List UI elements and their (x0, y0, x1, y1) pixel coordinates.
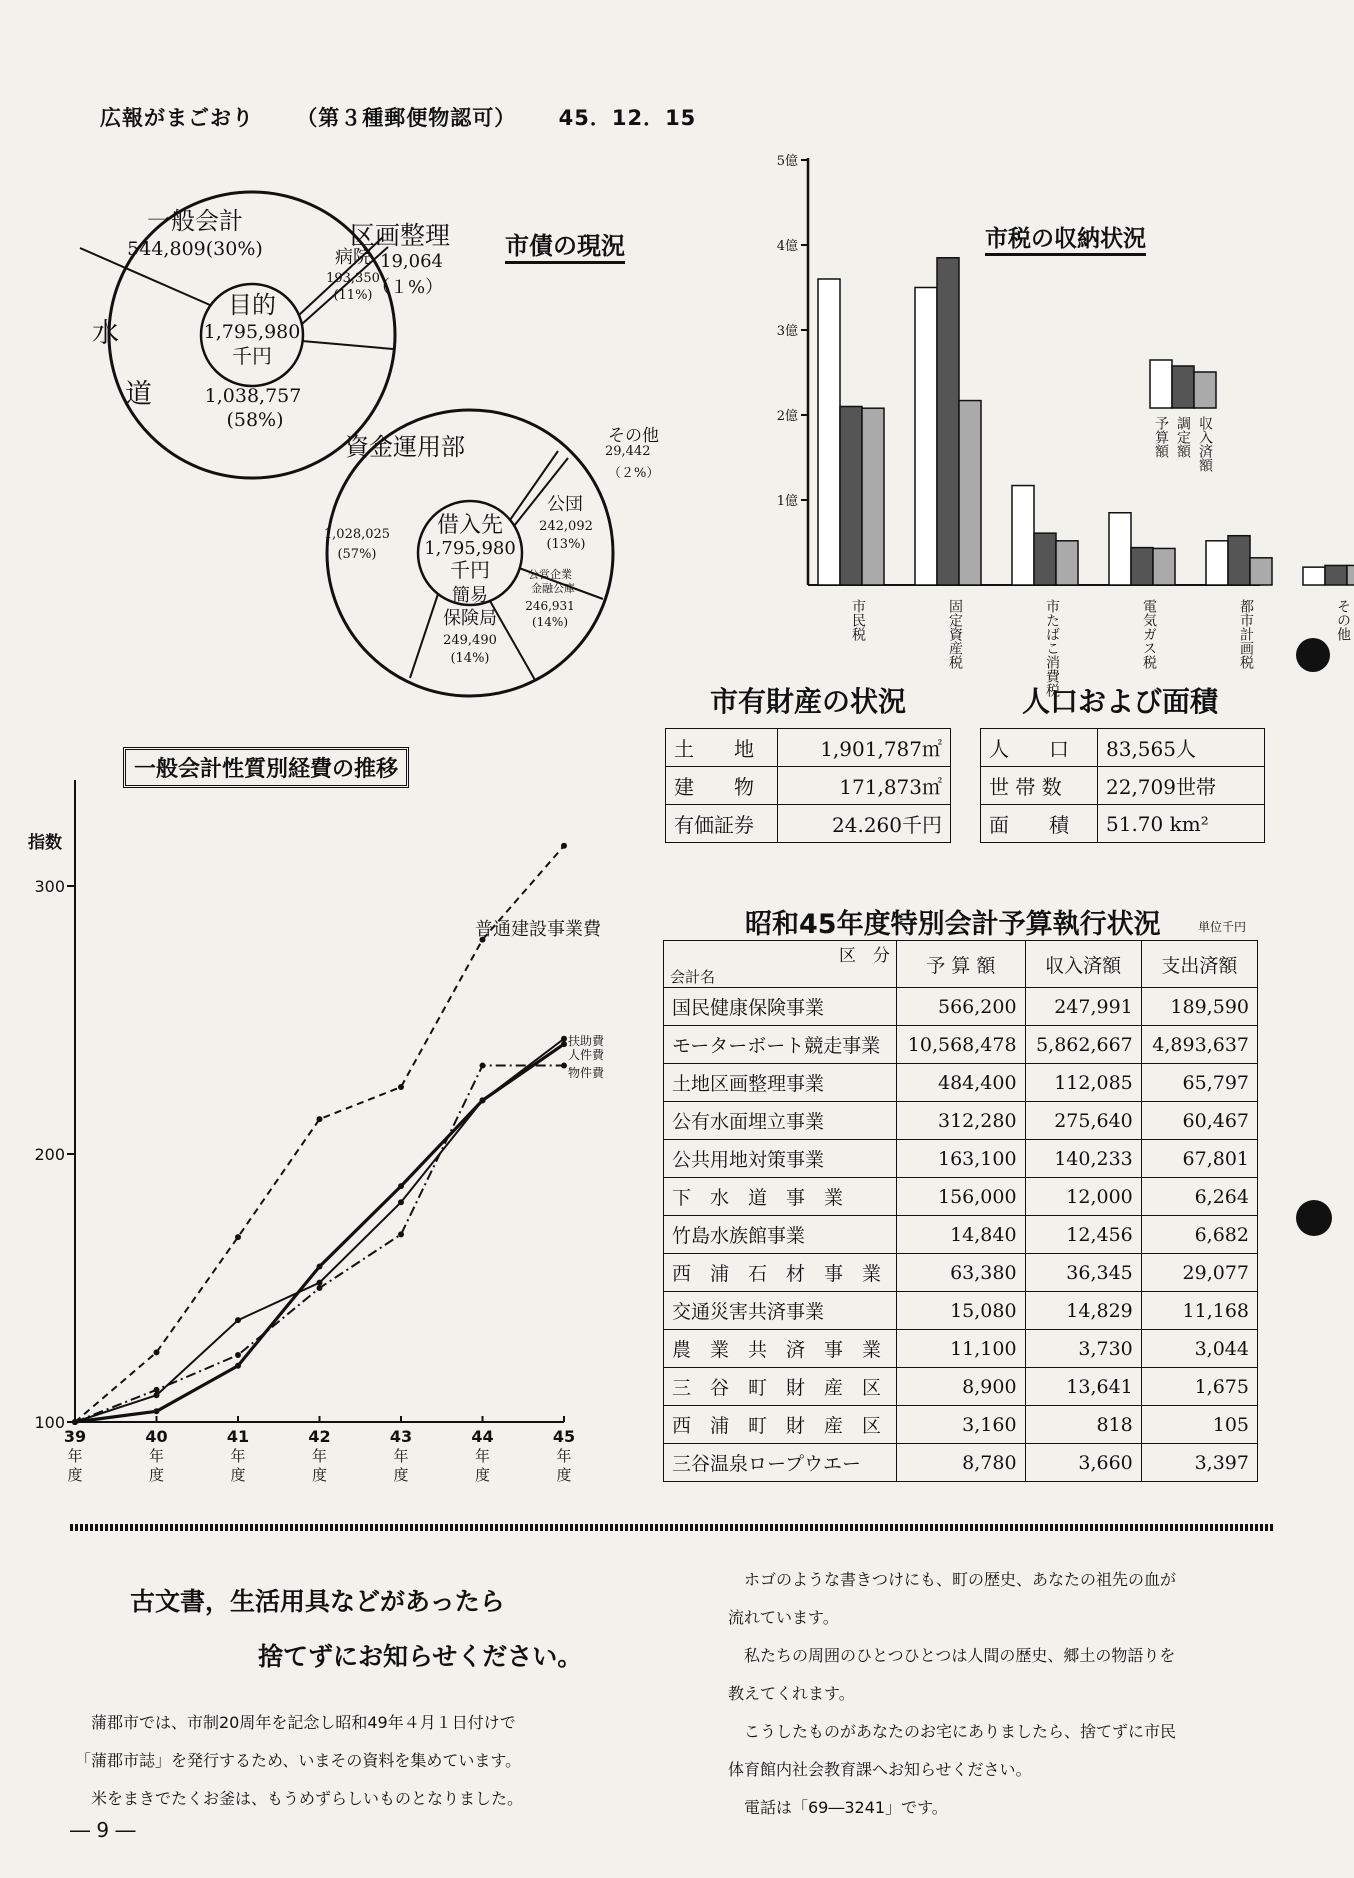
slice-value-shikin: 1,028,025 (323, 527, 391, 542)
debt-title: 市債の現況 (505, 226, 625, 264)
slice-value-hospital: 193,350 (326, 271, 380, 286)
table-row (664, 1140, 1258, 1178)
page-header (100, 102, 730, 132)
amount-cell: 11,100 (897, 1330, 1026, 1368)
account-name-cell: 西 浦 石 材 事 業 (664, 1254, 897, 1292)
slice-label-other: その他 (608, 426, 659, 446)
data-point (561, 843, 567, 849)
svg-text:1,795,980: 1,795,980 (203, 321, 301, 343)
amount-cell: 15,080 (897, 1292, 1026, 1330)
bar-予算額 (1012, 486, 1034, 585)
purpose-center-label (204, 291, 301, 368)
bar-調定額 (937, 258, 959, 585)
y-tick-label: 300 (34, 877, 65, 896)
data-point (317, 1280, 323, 1286)
data-point (235, 1317, 241, 1323)
notice-title-1: 古文書，生活用具などがあったら (130, 1587, 505, 1616)
account-name-cell: 竹島水族館事業 (664, 1216, 897, 1254)
slice-value-other: 29,442 (605, 444, 651, 459)
category-label: 固定資産税 (947, 599, 963, 669)
y-tick-label: 5億 (776, 154, 798, 169)
amount-cell: 12,000 (1025, 1178, 1141, 1216)
tax-chart-title: 市税の収納状況 (985, 220, 1146, 256)
bar-予算額 (1206, 541, 1228, 585)
slice-label-kanpo-b: 保険局 (443, 608, 497, 629)
legend-swatch (1194, 372, 1216, 408)
table-row (664, 1102, 1258, 1140)
x-tick-label: 年 (556, 1447, 572, 1465)
table-row (664, 1178, 1258, 1216)
data-point (398, 1084, 404, 1090)
issue-date: 45．12．15 (558, 106, 697, 130)
amount-cell: 10,568,478 (897, 1026, 1026, 1064)
table-row (664, 1444, 1258, 1482)
corner-header: 区 分 会計名 (664, 941, 897, 988)
amount-cell: 140,233 (1025, 1140, 1141, 1178)
slice-pct-kodan: (13%) (546, 537, 586, 552)
x-tick-label: 度 (67, 1466, 83, 1484)
bar-予算額 (818, 279, 840, 585)
slice-label-kukaku: 区画整理 (350, 221, 451, 250)
y-tick-label: 200 (34, 1145, 65, 1164)
bar-調定額 (1131, 548, 1153, 585)
data-point (154, 1349, 160, 1355)
table-row: 有価証券 24.260千円 (666, 805, 951, 843)
special-account-table (663, 940, 1258, 1482)
x-tick-label: 度 (230, 1466, 246, 1484)
table-row: 人 口 83,565人 (981, 729, 1265, 767)
table-row (664, 988, 1258, 1026)
amount-cell: 247,991 (1025, 988, 1141, 1026)
data-point (317, 1264, 323, 1270)
x-tick-label: 41 (226, 1427, 250, 1446)
data-point (154, 1392, 160, 1398)
slice-label-koei-a: 公営企業 (528, 568, 572, 581)
slice-label-general: 一般会計 (147, 207, 243, 235)
amount-cell: 105 (1141, 1406, 1257, 1444)
slice-pct-kukaku: （１%） (372, 277, 444, 298)
page-number: ― 9 ― (70, 1818, 136, 1842)
svg-text:1,795,980: 1,795,980 (424, 538, 516, 559)
table-header-row (664, 941, 1258, 988)
table-row (664, 1292, 1258, 1330)
bar-収入済額 (1250, 558, 1272, 585)
svg-text:千円: 千円 (450, 558, 490, 582)
slice-label-water-b: 道 (125, 379, 152, 410)
table-row (664, 1254, 1258, 1292)
amount-cell: 3,160 (897, 1406, 1026, 1444)
data-point (561, 1036, 567, 1042)
slice-label-koei-b: 金融公庫 (531, 582, 575, 595)
amount-cell: 5,862,667 (1025, 1026, 1141, 1064)
amount-cell: 4,893,637 (1141, 1026, 1257, 1064)
legend-label: 収入済額 (1197, 416, 1213, 472)
account-name-cell: 交通災害共済事業 (664, 1292, 897, 1330)
slice-value-kodan: 242,092 (539, 519, 593, 534)
table-row (664, 1026, 1258, 1064)
lender-center-label (424, 513, 516, 582)
col-header-budget: 予 算 額 (897, 941, 1026, 988)
bar-予算額 (1109, 513, 1131, 585)
legend-swatch (1172, 366, 1194, 408)
legend-swatch (1150, 360, 1172, 408)
x-tick-label: 39 (63, 1427, 87, 1446)
slice-label-kanpo-a: 簡易 (452, 585, 488, 606)
amount-cell: 275,640 (1025, 1102, 1141, 1140)
data-point (235, 1363, 241, 1369)
bar-予算額 (1303, 567, 1325, 585)
x-tick-label: 度 (393, 1466, 409, 1484)
bar-調定額 (1034, 533, 1056, 585)
svg-text:千円: 千円 (232, 344, 272, 368)
bar-調定額 (1325, 565, 1347, 585)
amount-cell: 818 (1025, 1406, 1141, 1444)
account-name-cell: 国民健康保険事業 (664, 988, 897, 1026)
x-tick-label: 度 (474, 1466, 491, 1484)
amount-cell: 156,000 (897, 1178, 1026, 1216)
amount-cell: 3,660 (1025, 1444, 1141, 1482)
index-chart-title: 一般会計性質別経費の推移 (123, 747, 409, 788)
slice-pct-water: (58%) (226, 409, 284, 431)
x-tick-label: 年 (148, 1447, 165, 1465)
x-tick-label: 45 (552, 1427, 576, 1446)
amount-cell: 3,397 (1141, 1444, 1257, 1482)
x-tick-label: 度 (556, 1466, 572, 1484)
category-label: その他 (1335, 599, 1351, 641)
amount-cell: 14,840 (897, 1216, 1026, 1254)
special-title: 昭和45年度特別会計予算執行状況 (745, 909, 1161, 940)
x-tick-label: 年 (311, 1447, 328, 1465)
x-tick-label: 度 (148, 1466, 165, 1484)
category-label: 都市計画税 (1238, 599, 1254, 669)
amount-cell: 6,264 (1141, 1178, 1257, 1216)
data-point (561, 1063, 567, 1069)
table-row: 面 積 51.70 km² (981, 805, 1265, 843)
amount-cell: 65,797 (1141, 1064, 1257, 1102)
table-row (664, 1406, 1258, 1444)
postal-permit: （第３種郵便物認可） (296, 106, 517, 130)
slice-value-general: 544,809(30%) (127, 238, 263, 260)
bar-収入済額 (862, 408, 884, 585)
amount-cell: 8,900 (897, 1368, 1026, 1406)
x-tick-label: 40 (145, 1427, 168, 1446)
bar-調定額 (1228, 536, 1250, 585)
punch-hole (1296, 638, 1330, 672)
x-tick-label: 年 (393, 1447, 409, 1465)
y-tick-label: 4億 (776, 239, 798, 254)
amount-cell: 1,675 (1141, 1368, 1257, 1406)
y-tick-label: 100 (34, 1413, 65, 1432)
table-row: 土 地 1,901,787㎡ (666, 729, 951, 767)
population-table (980, 728, 1265, 843)
y-tick-label: 1億 (776, 494, 798, 509)
account-name-cell: 農 業 共 済 事 業 (664, 1330, 897, 1368)
tax-bar-chart (750, 150, 1351, 697)
data-point (317, 1285, 323, 1291)
account-name-cell: 下 水 道 事 業 (664, 1178, 897, 1216)
account-name-cell: 公共用地対策事業 (664, 1140, 897, 1178)
property-title: 市有財産の状況 (710, 685, 907, 718)
data-point (235, 1234, 241, 1240)
bar-調定額 (840, 407, 862, 586)
amount-cell: 36,345 (1025, 1254, 1141, 1292)
bar-収入済額 (1153, 548, 1175, 585)
data-point (398, 1199, 404, 1205)
data-point (480, 1063, 486, 1069)
amount-cell: 189,590 (1141, 988, 1257, 1026)
col-header-revenue: 収入済額 (1025, 941, 1141, 988)
y-axis-label: 指数 (28, 833, 62, 853)
account-name-cell: 公有水面埋立事業 (664, 1102, 897, 1140)
slice-pct-kanpo: (14%) (450, 651, 490, 666)
category-label: 市民税 (850, 599, 866, 641)
account-name-cell: 三谷温泉ロープウエー (664, 1444, 897, 1482)
bar-予算額 (915, 288, 937, 586)
slice-label-water-a: 水 (92, 318, 119, 349)
account-name-cell: 三 谷 町 財 産 区 (664, 1368, 897, 1406)
population-title: 人口および面積 (1022, 685, 1219, 718)
table-row (664, 1368, 1258, 1406)
svg-text:目的: 目的 (228, 291, 276, 319)
series-label: 人件費 (568, 1048, 605, 1062)
slice-label-shikin: 資金運用部 (345, 433, 465, 461)
data-point (317, 1116, 323, 1122)
series-label: 扶助費 (568, 1034, 605, 1048)
x-tick-label: 42 (308, 1427, 331, 1446)
amount-cell: 11,168 (1141, 1292, 1257, 1330)
category-label: 電気ガス税 (1141, 599, 1157, 669)
amount-cell: 13,641 (1025, 1368, 1141, 1406)
notice-right-text: ホゴのような書きつけにも、町の歴史、あなたの祖先の血が 流れています。 私たちの周囲のひとつひとつは人間の歴史、郷土の物語りを 教えてくれます。 こうしたものがあなたのお宅にありましたら、捨てずに市民 体育館内社会教育課へお知らせください。 電話は「69―3241」です。 (728, 1570, 1177, 1817)
amount-cell: 67,801 (1141, 1140, 1257, 1178)
data-point (398, 1231, 404, 1237)
amount-cell: 12,456 (1025, 1216, 1141, 1254)
account-name-cell: 西 浦 町 財 産 区 (664, 1406, 897, 1444)
account-name-cell: 土地区画整理事業 (664, 1064, 897, 1102)
amount-cell: 29,077 (1141, 1254, 1257, 1292)
slice-pct-hospital: (11%) (333, 288, 373, 303)
x-tick-label: 度 (311, 1466, 328, 1484)
bar-収入済額 (959, 401, 981, 585)
amount-cell: 163,100 (897, 1140, 1026, 1178)
amount-cell: 3,730 (1025, 1330, 1141, 1368)
data-point (480, 1097, 486, 1103)
amount-cell: 63,380 (897, 1254, 1026, 1292)
slice-value-kanpo: 249,490 (443, 633, 497, 648)
amount-cell: 14,829 (1025, 1292, 1141, 1330)
amount-cell: 484,400 (897, 1064, 1026, 1102)
slice-pct-koei: (14%) (531, 615, 569, 629)
notice-left-text: 蒲郡市では、市制20周年を記念し昭和49年４月１日付けで 「蒲郡市誌」を発行するため、いまその資料を集めています。 米をまきでたくお釜は、もうめずらしいものとなりました。 (75, 1713, 524, 1808)
data-point (154, 1408, 160, 1414)
section-divider (70, 1524, 1275, 1531)
legend-label: 予算額 (1153, 416, 1169, 458)
publication-name: 広報がまごおり (100, 106, 254, 130)
series-label: 物件費 (568, 1066, 605, 1080)
slice-value-kukaku: 19,064 (380, 251, 443, 272)
category-label: 市たばこ消費税 (1044, 599, 1060, 697)
series-line-人件費 (75, 1044, 564, 1422)
property-table (665, 728, 951, 843)
punch-hole (1296, 1200, 1332, 1236)
data-point (72, 1419, 78, 1425)
x-tick-label: 43 (389, 1427, 413, 1446)
table-row (664, 1064, 1258, 1102)
table-row: 世 帯 数 22,709世帯 (981, 767, 1265, 805)
y-tick-label: 3億 (776, 324, 798, 339)
amount-cell: 8,780 (897, 1444, 1026, 1482)
bar-収入済額 (1056, 541, 1078, 585)
col-header-expense: 支出済額 (1141, 941, 1257, 988)
table-row (664, 1330, 1258, 1368)
data-point (154, 1387, 160, 1393)
series-label: 普通建設事業費 (475, 919, 601, 940)
amount-cell: 60,467 (1141, 1102, 1257, 1140)
slice-value-water: 1,038,757 (204, 385, 302, 407)
amount-cell: 312,280 (897, 1102, 1026, 1140)
amount-cell: 566,200 (897, 988, 1026, 1026)
amount-cell: 6,682 (1141, 1216, 1257, 1254)
index-line-chart (20, 770, 660, 1510)
account-name-cell: モーターボート競走事業 (664, 1026, 897, 1064)
table-row (664, 1216, 1258, 1254)
data-point (398, 1183, 404, 1189)
slice-label-hospital: 病院 (335, 247, 371, 268)
slice-value-koei: 246,931 (525, 599, 575, 613)
slice-label-kodan: 公団 (547, 494, 583, 515)
amount-cell: 112,085 (1025, 1064, 1141, 1102)
notice-title-2: 捨てずにお知らせください。 (258, 1642, 583, 1671)
x-tick-label: 44 (471, 1427, 494, 1446)
x-tick-label: 年 (474, 1447, 491, 1465)
slice-pct-other: （２%） (608, 466, 660, 481)
table-row: 建 物 171,873㎡ (666, 767, 951, 805)
x-tick-label: 年 (67, 1447, 83, 1465)
slice-pct-shikin: (57%) (337, 547, 377, 562)
special-unit: 単位千円 (1198, 920, 1247, 934)
bar-収入済額 (1347, 565, 1354, 585)
amount-cell: 3,044 (1141, 1330, 1257, 1368)
y-tick-label: 2億 (776, 409, 798, 424)
x-tick-label: 年 (230, 1447, 246, 1465)
data-point (235, 1352, 241, 1358)
data-point (561, 1041, 567, 1047)
legend-label: 調定額 (1175, 416, 1191, 458)
svg-text:借入先: 借入先 (436, 513, 504, 538)
